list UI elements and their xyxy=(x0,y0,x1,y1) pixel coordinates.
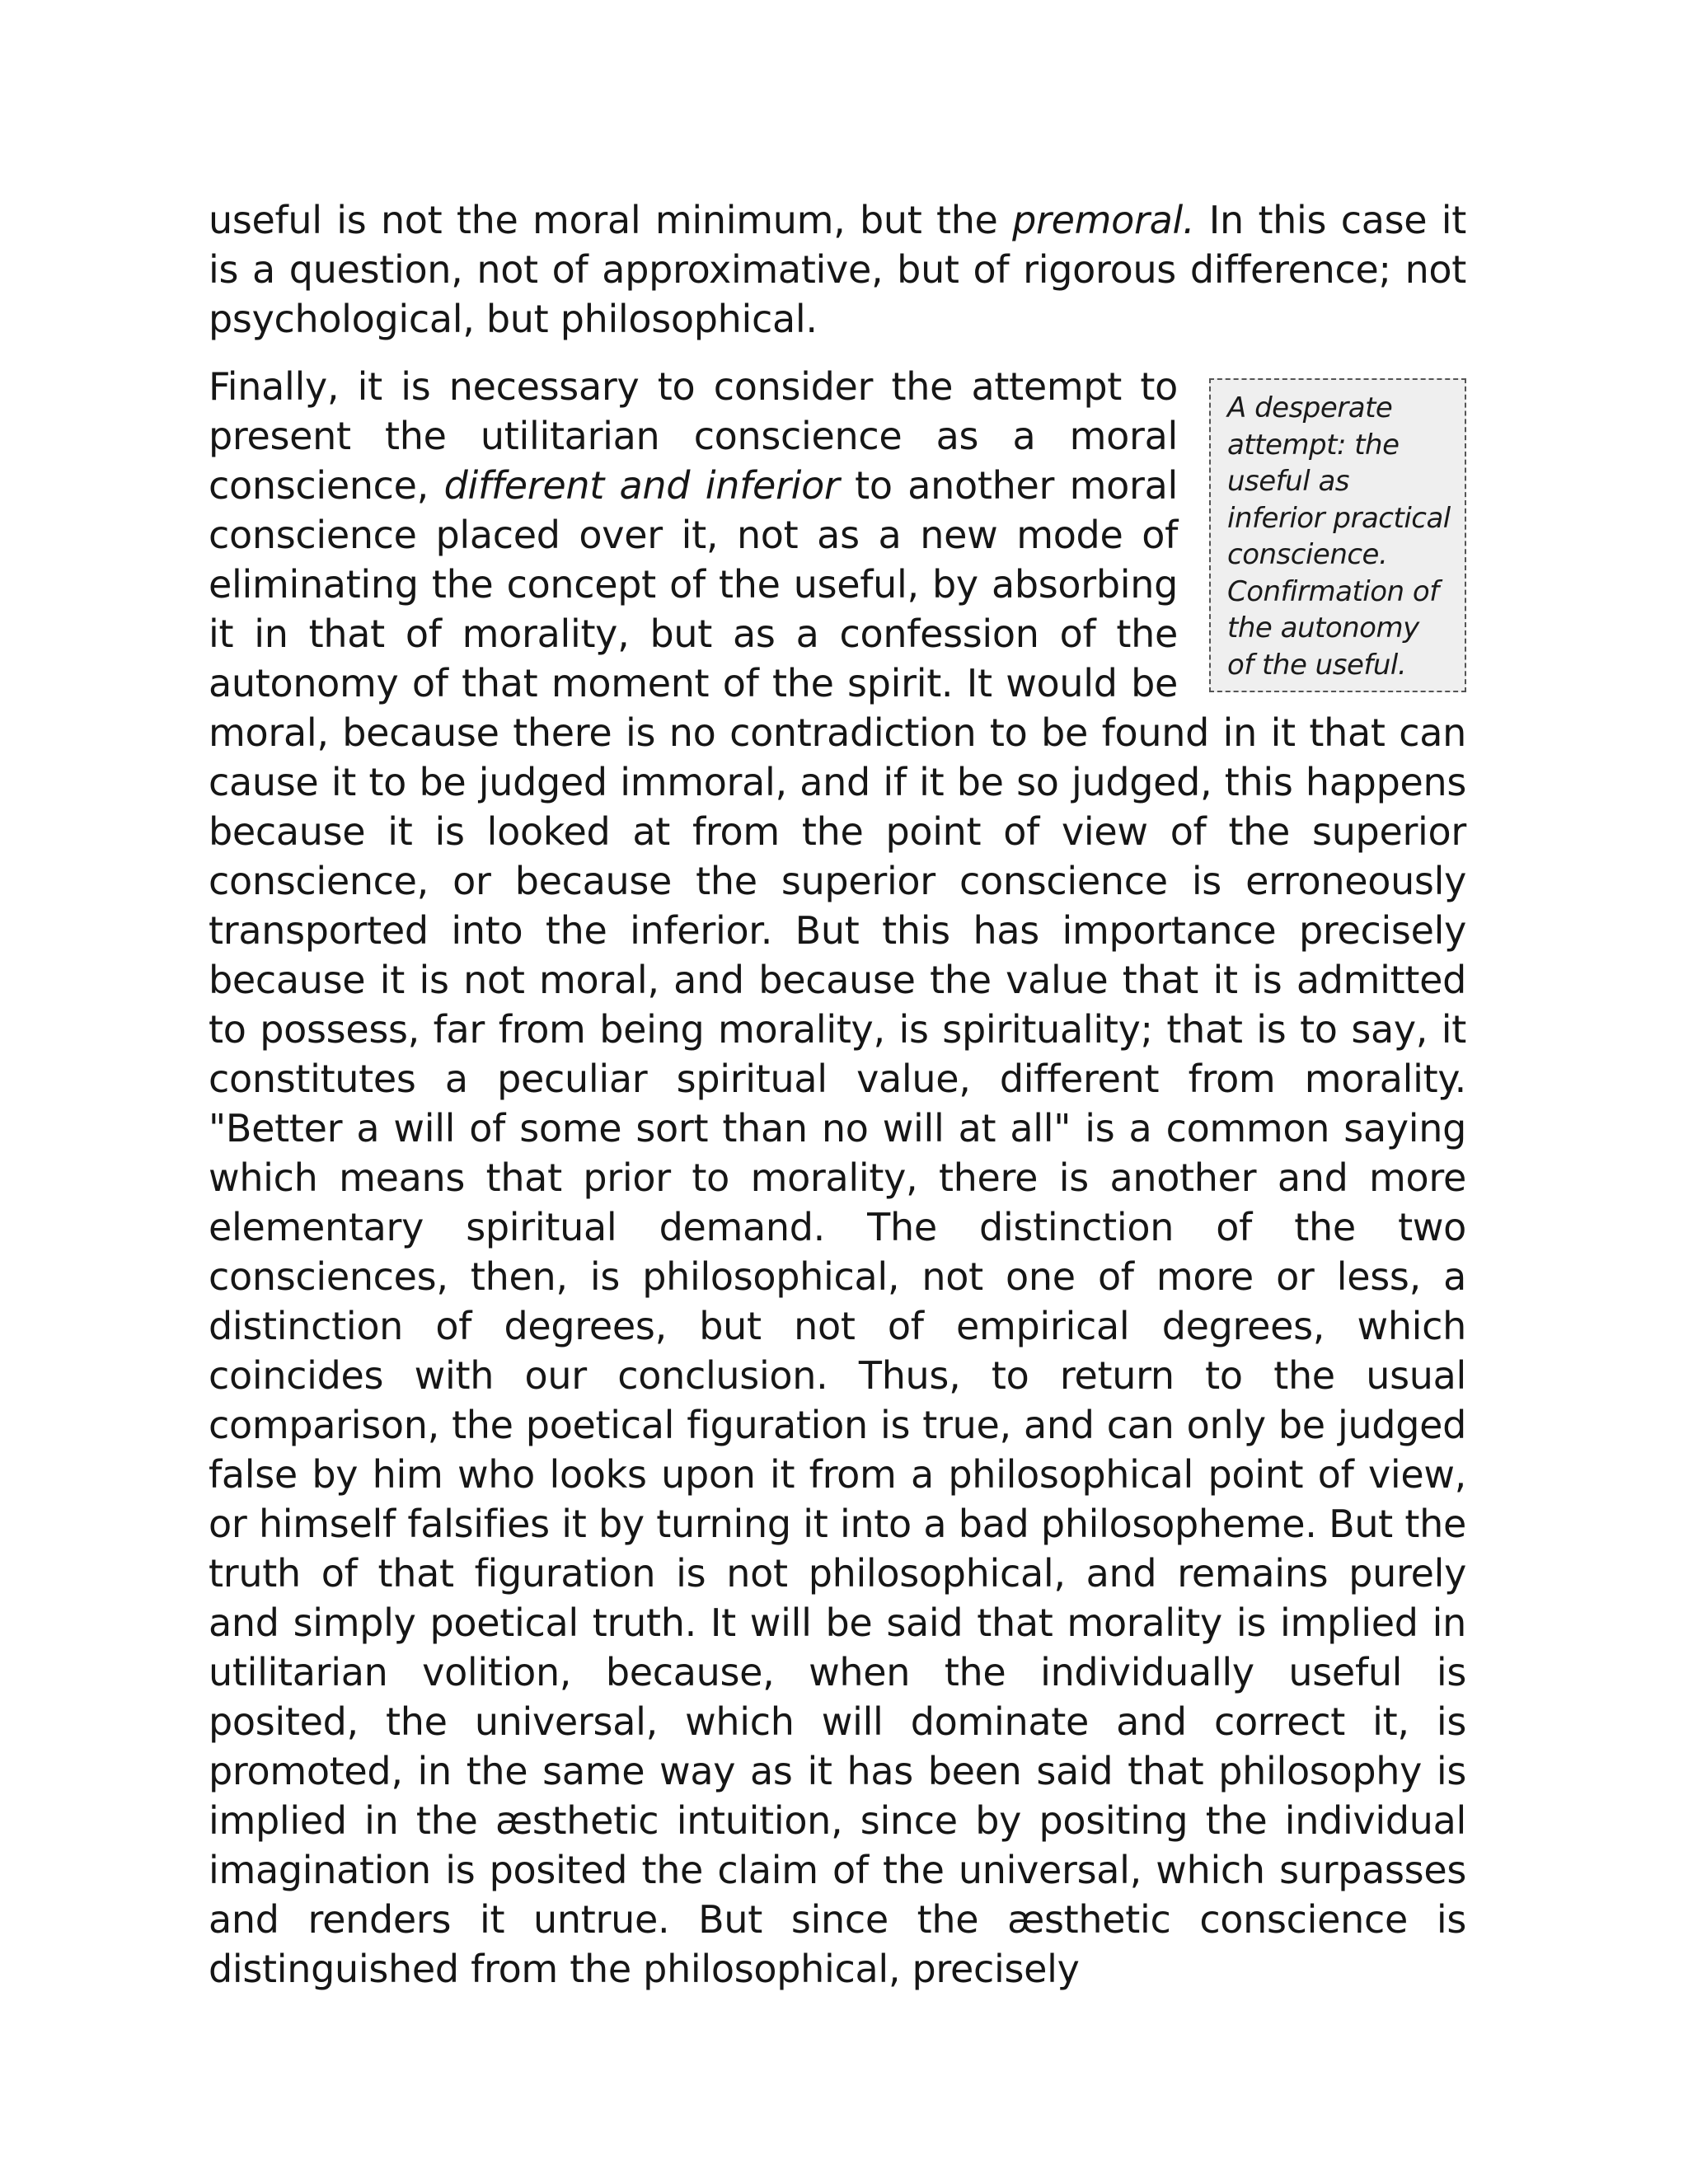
paragraph-2-text-a: Finally, it is necessary to consider the attempt to present the utilitarian conscience as a moral conscience, xyxy=(209,364,1178,508)
paragraph-1-text-a: useful is not the moral minimum, but the xyxy=(209,198,1013,242)
margin-note-text: A desperate attempt: the useful as inferior practical conscience. Confirmation of the autonomy of the useful. xyxy=(1227,391,1451,682)
paragraph-2-emphasis: different and inferior xyxy=(443,463,840,508)
margin-note xyxy=(1209,378,1466,692)
paragraph-2-text-b: to another moral conscience placed over it, not as a new mode of eliminating the concept of the useful, by absorbing it in that of morality, but as a confession of the autonomy of that moment of the spirit. It would be moral, because there is no contradiction to be found in it that can cause it to be judged immoral, and if it be so judged, this happens because it is looked at from the point of view of the superior conscience, or because the superior conscience is erroneously transported into the inferior. But this has importance precisely because it is not moral, and because the value that it is admitted to possess, far from being morality, is spirituality; that is to say, it constitutes a peculiar spiritual value, different from morality. "Better a will of some sort than no will at all" is a common saying which means that prior to morality, there is another and more elementary spiritual demand. The distinction of the two consciences, then, is philosophical, not one of more or less, a distinction of degrees, but not of empirical degrees, which coincides with our conclusion. Thus, to return to the usual comparison, the poetical figuration is true, and can only be judged false by him who looks upon it from a philosophical point of view, or himself falsifies it by turning it into a bad philosopheme. But the truth of that figuration is not philosophical, and remains purely and simply poetical truth. It will be said that morality is implied in utilitarian volition, because, when the individually useful is posited, the universal, which will dominate and correct it, is promoted, in the same way as it has been said that philosophy is implied in the æsthetic intuition, since by positing the individual imagination is posited the claim of the universal, which surpasses and renders it untrue. But since the æsthetic conscience is distinguished from the philosophical, precisely xyxy=(209,463,1466,1991)
paragraph-1-text-b: In this case it is a question, not of approximative, but of rigorous difference; not psychological, but philosophical. xyxy=(209,198,1466,341)
paragraph-1-emphasis: premoral. xyxy=(1012,198,1195,242)
paragraph-premoral xyxy=(209,195,1466,344)
page-body xyxy=(209,195,1466,1994)
